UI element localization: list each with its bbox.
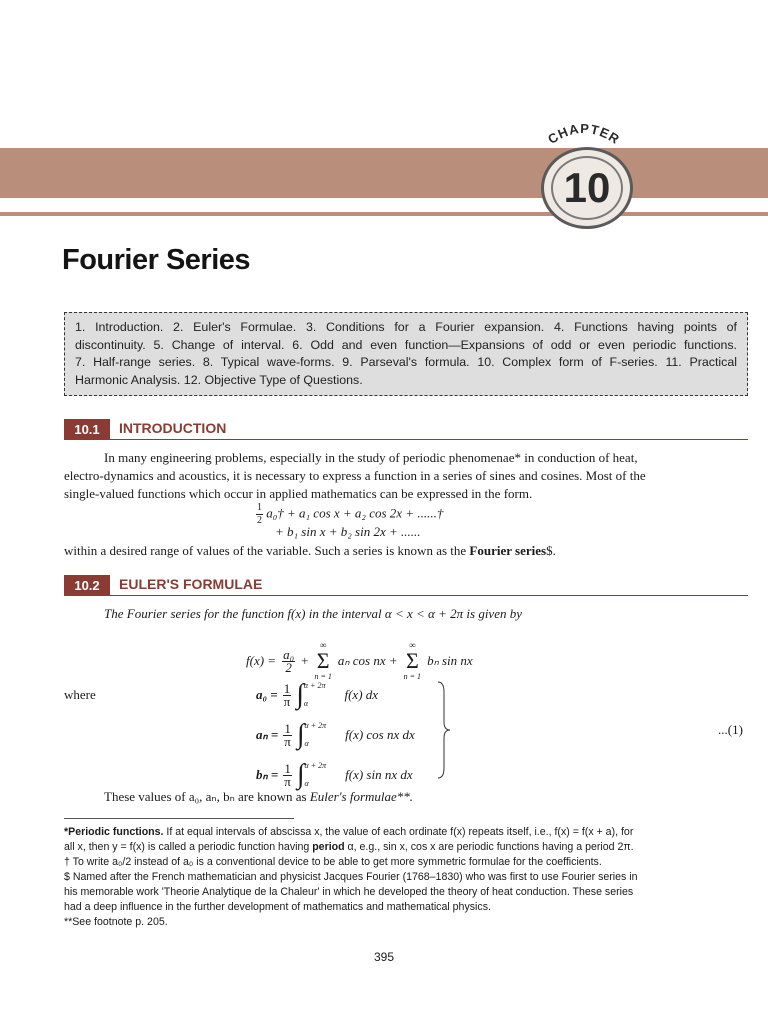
intro-line: In many engineering problems, especially in the study of periodic phenomenae* in conduction of heat, bbox=[104, 450, 638, 465]
chapter-word: CHAPTER bbox=[545, 120, 623, 148]
section-rule bbox=[64, 439, 748, 440]
chapter-contents-box bbox=[64, 312, 748, 396]
intro-after-text: within a desired range of values of the variable. Such a series is known as the Fourier series$. bbox=[64, 543, 556, 558]
footnote-rule bbox=[64, 818, 294, 819]
chapter-band-rule bbox=[0, 212, 768, 216]
section-number-intro: 10.1 bbox=[64, 419, 110, 439]
where-label: where bbox=[64, 687, 96, 702]
euler-closing: These values of a₀, aₙ, bₙ are known as Euler's formulae**. bbox=[104, 789, 414, 804]
intro-line: electro-dynamics and acoustics, it is necessary to express a function in a series of sines and cosines. Most of the bbox=[64, 468, 646, 483]
section-rule bbox=[64, 595, 748, 596]
chapter-word-arc bbox=[533, 112, 633, 152]
intro-line: single-valued functions which occur in applied mathematics can be expressed in the form. bbox=[64, 486, 533, 501]
intro-formula-line-2: + b₁ sin x + b₂ sin 2x + ...... bbox=[275, 524, 421, 539]
page-number: 395 bbox=[373, 950, 395, 964]
contents-line: discontinuity. 5. Change of interval. 6. Odd and even function—Expansions of odd or even periodic functions. bbox=[75, 337, 737, 352]
footnote-dagger: † To write a₀/2 instead of a₀ is a conventional device to be able to get more symmetric formulae for the coefficients. bbox=[64, 856, 602, 868]
footnotes: *Periodic functions. If at equal intervals of abscissa x, the value of each ordinate f(x) repeats itself, i.e., f(x) = f(x + a), for all x, then y = f(x) is called a periodic function having period α, e.g., sin x, cos x are periodic functions having a period 2π. † To write a₀/2 instead of a₀ is a conventional device to be able to get more symmetric formulae for the coefficients. $ Named after the French mathematician and physicist Jacques Fourier (1768–1830) who was first to use Fourier series in his memorable work 'Theorie Analytique de la Chaleur' in which he developed the theory of heat conduction. These series had a deep influence in the further development of mathematics and mathematical physics. **See footnote p. 205. bbox=[64, 825, 748, 930]
intro-formula-line-1: $\frac{1}{2}$ a₀† + a₁ cos x + a₂ cos 2x + ......† bbox=[257, 502, 444, 526]
svg-text:CHAPTER bbox=[545, 121, 623, 147]
chapter-band bbox=[0, 148, 768, 198]
footnote-periodic: *Periodic functions. If at equal intervals of abscissa x, the value of each ordinate f(x) repeats itself, i.e., f(x) = f(x + a), for bbox=[64, 826, 634, 838]
footnote-see: **See footnote p. 205. bbox=[64, 916, 168, 928]
euler-lead: The Fourier series for the function f(x) in the interval α < x < α + 2π is given by bbox=[104, 606, 522, 621]
section-number-euler: 10.2 bbox=[64, 575, 110, 595]
chapter-number: 10 bbox=[563, 164, 611, 211]
an-formula: aₙ = $\frac{1}{\pi}$ ∫ α + 2π α f(x) cos nx dx bbox=[256, 719, 415, 750]
contents-line: Harmonic Analysis. 12. Objective Type of Questions. bbox=[75, 372, 363, 387]
fourier-series-term: Fourier series bbox=[469, 543, 547, 558]
footnote-fourier: $ Named after the French mathematician and physicist Jacques Fourier (1768–1830) who was first to use Fourier series in bbox=[64, 871, 638, 883]
fourier-series-formula: f(x) = $\frac{\text{a₀}}{2}$ + ∞ Σ n = 1 aₙ cos nx + ∞ Σ n = 1 bₙ sin nx bbox=[246, 640, 473, 681]
coefficient-brace bbox=[436, 680, 452, 780]
contents-line: 1. Introduction. 2. Euler's Formulae. 3. Conditions for a Fourier expansion. 4. Functions having points of bbox=[75, 320, 737, 334]
section-title-intro: INTRODUCTION bbox=[119, 420, 227, 436]
chapter-title: Fourier Series bbox=[62, 244, 251, 276]
a0-formula: a₀ = $\frac{1}{\pi}$ ∫ α + 2π α f(x) dx bbox=[256, 679, 379, 710]
equation-label: ...(1) bbox=[718, 722, 743, 737]
intro-paragraph bbox=[64, 449, 748, 503]
section-title-euler: EULER'S FORMULAE bbox=[119, 576, 263, 592]
bn-formula: bₙ = $\frac{1}{\pi}$ ∫ α + 2π α f(x) sin nx dx bbox=[256, 759, 413, 790]
contents-line: 7. Half-range series. 8. Typical wave-forms. 9. Parseval's formula. 10. Complex form of F-series. 11. Practical bbox=[75, 355, 737, 370]
